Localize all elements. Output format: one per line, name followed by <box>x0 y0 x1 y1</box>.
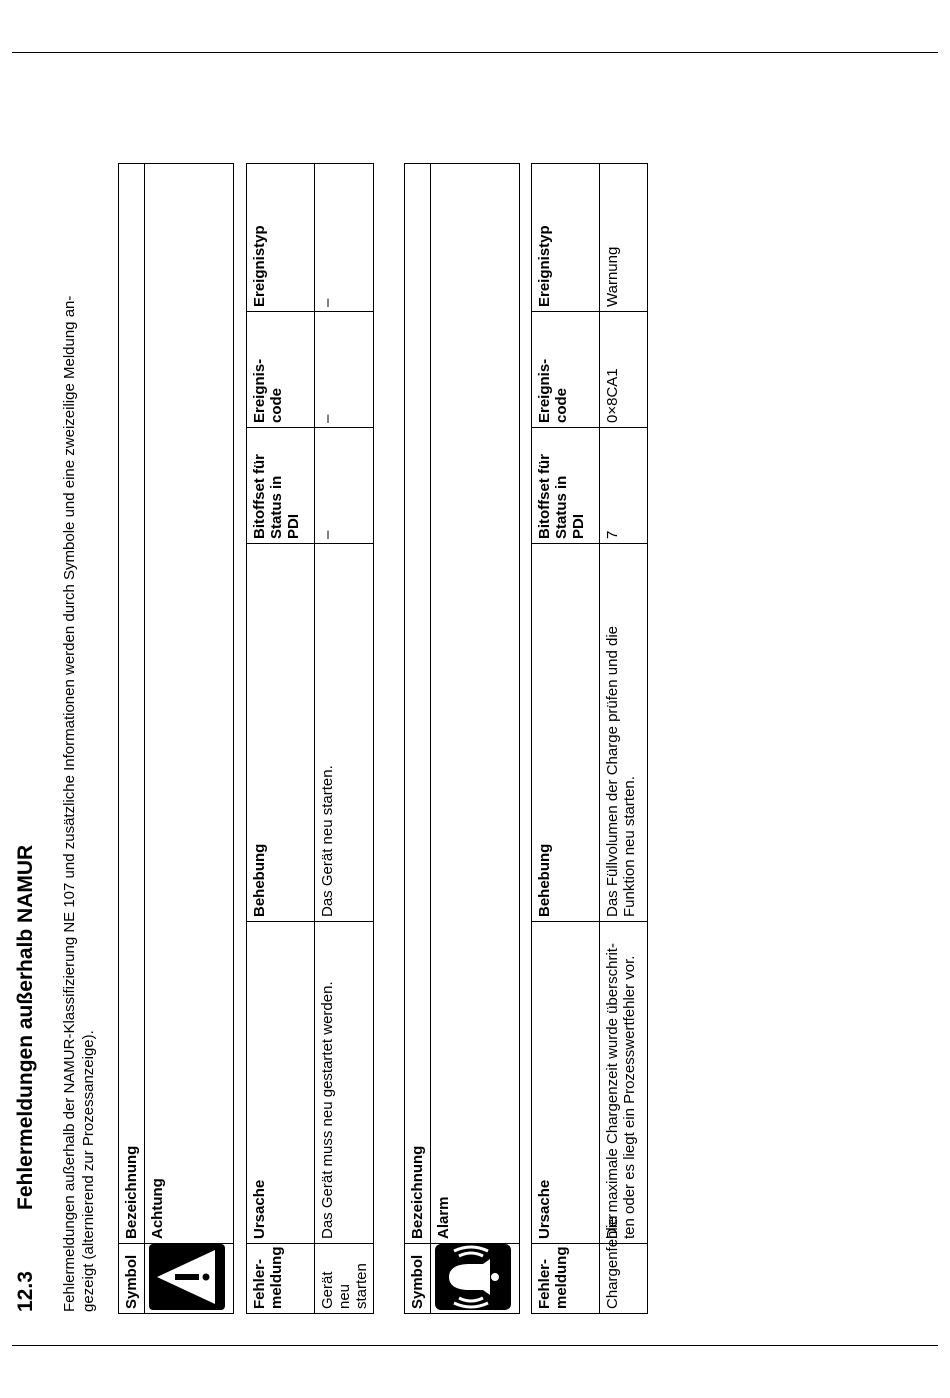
warning-triangle-icon <box>149 1244 225 1310</box>
type-cell: – <box>315 164 374 312</box>
symbol-table-achtung <box>118 163 234 1314</box>
fehlermeldung-header: Fehler- meldung <box>532 1244 600 1314</box>
behebung-header: Behebung <box>247 544 315 922</box>
alarm-bell-icon <box>435 1244 511 1310</box>
section-title: Fehlermeldungen außerhalb NAMUR <box>14 844 37 1210</box>
name-achtung: Achtung <box>145 164 234 1244</box>
intro-line-2: gezeigt (alternierend zur Prozessanzeige). <box>80 1030 97 1312</box>
bitoffset-cell: – <box>315 428 374 544</box>
code-cell: – <box>315 312 374 428</box>
symbol-table-alarm <box>404 163 520 1314</box>
bitoffset-header: Bitoffset für Status in PDI <box>247 428 315 544</box>
intro-paragraph <box>60 62 98 1312</box>
ereignistyp-header: Ereignistyp <box>532 164 600 312</box>
bitoffset-header: Bitoffset für Status in PDI <box>532 428 600 544</box>
bitoffset-cell: 7 <box>600 428 648 544</box>
ursache-header: Ursache <box>532 922 600 1244</box>
ereignistyp-header: Ereignistyp <box>247 164 315 312</box>
bezeichnung-header: Bezeichnung <box>405 164 431 1244</box>
message-cell: Chargenfehler <box>600 1244 648 1314</box>
details-table-alarm <box>531 163 648 1314</box>
name-alarm: Alarm <box>431 164 520 1244</box>
remedy-cell: Das Füllvolumen der Charge prüfen und die Funktion neu starten. <box>600 544 648 922</box>
code-cell: 0×8CA1 <box>600 312 648 428</box>
intro-line-1: Fehlermeldungen außerhalb der NAMUR-Klassifizierung NE 107 und zusätzliche Informationen werden durch Symbole und eine zweizeilige Meldung an- <box>61 295 78 1312</box>
cause-cell: Das Gerät muss neu gestartet werden. <box>315 922 374 1244</box>
ursache-header: Ursache <box>247 922 315 1244</box>
ereigniscode-header: Ereignis- code <box>532 312 600 428</box>
cause-cell: Die maximale Chargenzeit wurde überschrit- ten oder es liegt ein Prozesswertfehler vor. <box>600 922 648 1244</box>
message-cell: Gerät neu starten <box>315 1244 374 1314</box>
remedy-cell: Das Gerät neu starten. <box>315 544 374 922</box>
symbol-header: Symbol <box>405 1244 431 1314</box>
fehlermeldung-header: Fehler- meldung <box>247 1244 315 1314</box>
details-table-achtung <box>246 163 374 1314</box>
symbol-header: Symbol <box>119 1244 145 1314</box>
bezeichnung-header: Bezeichnung <box>119 164 145 1244</box>
symbol-cell <box>145 1244 234 1314</box>
symbol-cell <box>431 1244 520 1314</box>
behebung-header: Behebung <box>532 544 600 922</box>
type-cell: Warnung <box>600 164 648 312</box>
section-number: 12.3 <box>14 1271 37 1312</box>
ereigniscode-header: Ereignis- code <box>247 312 315 428</box>
